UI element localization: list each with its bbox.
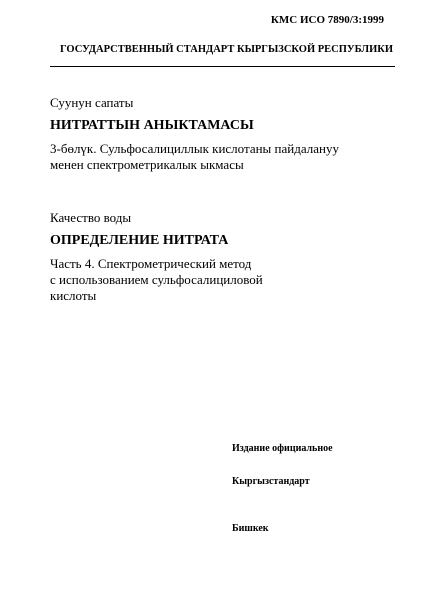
russian-part-line: с использованием сульфосалициловой [50,272,263,287]
header-divider [50,66,395,67]
russian-part-line: Часть 4. Спектрометрический метод [50,256,252,271]
state-standard-heading: ГОСУДАРСТВЕННЫЙ СТАНДАРТ КЫРГЫЗСКОЙ РЕСПУБЛИКИ [60,44,394,55]
russian-part-line: кислоты [50,288,97,303]
agency-label: Кыргызстандарт [232,476,310,487]
kyrgyz-title: НИТРАТТЫН АНЫКТАМАСЫ [50,118,254,133]
russian-title-block [50,210,395,304]
document-number: КМС ИСО 7890/3:1999 [270,14,384,26]
russian-title: ОПРЕДЕЛЕНИЕ НИТРАТА [50,233,229,248]
russian-part-description [50,256,395,304]
kyrgyz-subtitle: Суунун сапаты [50,95,134,110]
kyrgyz-part-description [50,141,395,173]
edition-label: Издание официальное [232,443,333,454]
kyrgyz-title-block [50,95,395,173]
kyrgyz-part-line: 3-бөлүк. Сульфосалициллык кислотаны пайдалануу [50,141,339,156]
city-label: Бишкек [232,523,269,534]
russian-subtitle: Качество воды [50,210,132,225]
kyrgyz-part-line: менен спектрометрикалык ыкмасы [50,157,244,172]
